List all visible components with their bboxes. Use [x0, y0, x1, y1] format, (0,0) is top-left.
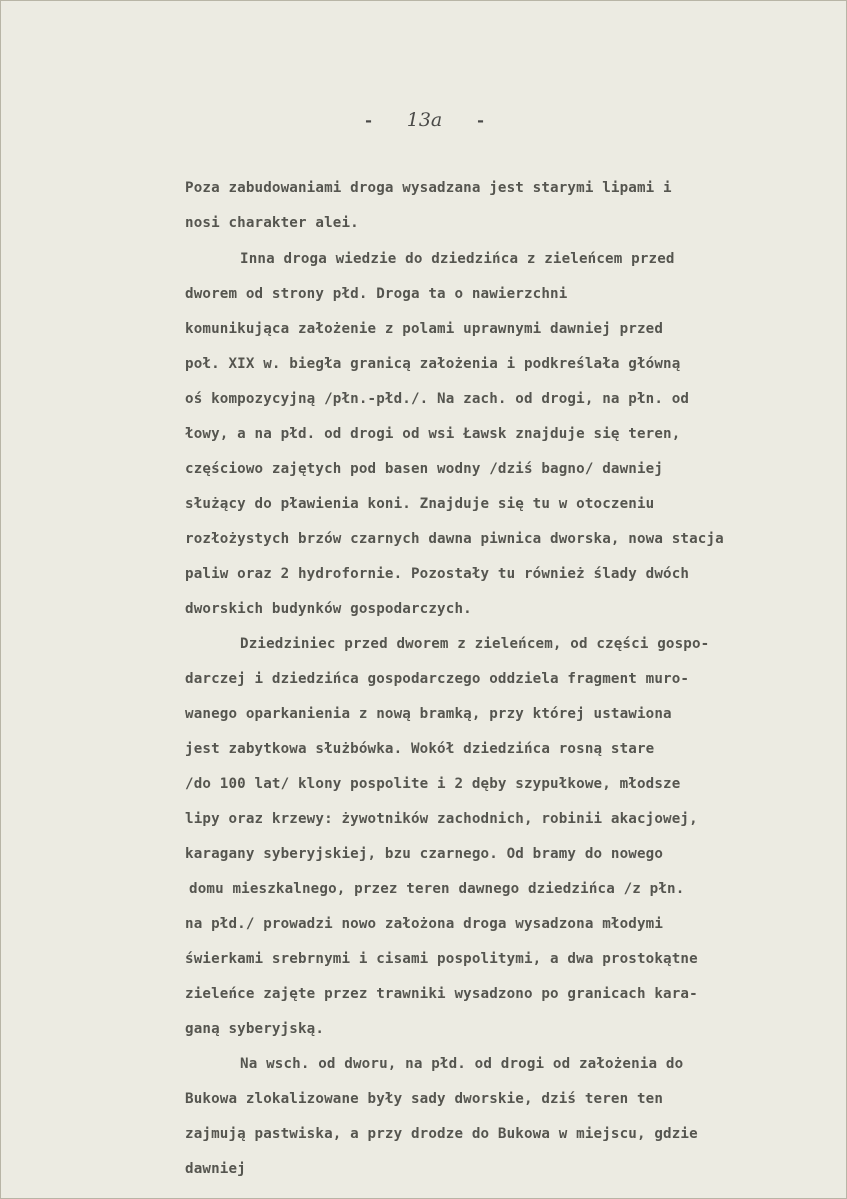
text-line: na płd./ prowadzi nowo założona droga wysadzona młodymi [185, 916, 664, 932]
text-line: Na wsch. od dworu, na płd. od drogi od założenia do [240, 1056, 684, 1072]
text-line: /do 100 lat/ klony pospolite i 2 dęby szypułkowe, młodsze [185, 776, 681, 792]
text-line: darczej i dziedzińca gospodarczego oddziela fragment muro- [185, 671, 690, 687]
page-number: 13a [406, 109, 443, 131]
text-line: zieleńce zajęte przez trawniki wysadzono po granicach kara- [185, 986, 698, 1002]
text-line: dworem od strony płd. Droga ta o nawierzchni [185, 286, 568, 302]
page-number-header [1, 109, 847, 132]
text-line: wanego oparkanienia z nową bramką, przy której ustawiona [185, 706, 672, 722]
text-line: domu mieszkalnego, przez teren dawnego dziedzińca /z płn. [189, 881, 685, 897]
text-line: poł. XIX w. biegła granicą założenia i podkreślała główną [185, 356, 681, 372]
text-line: służący do pławienia koni. Znajduje się tu w otoczeniu [185, 496, 655, 512]
text-line: łowy, a na płd. od drogi od wsi Ławsk znajduje się teren, [185, 426, 681, 442]
text-line: świerkami srebrnymi i cisami pospolitymi, a dwa prostokątne [185, 951, 698, 967]
text-line: nosi charakter alei. [185, 215, 359, 231]
text-line: zajmują pastwiska, a przy drodze do Bukowa w miejscu, gdzie [185, 1126, 698, 1142]
text-line: częściowo zajętych pod basen wodny /dziś bagno/ dawniej [185, 461, 664, 477]
text-line: Dziedziniec przed dworem z zieleńcem, od części gospo- [240, 636, 710, 652]
text-line: karagany syberyjskiej, bzu czarnego. Od bramy do nowego [185, 846, 664, 862]
text-line: Inna droga wiedzie do dziedzińca z zieleńcem przed [240, 251, 675, 267]
page-number-dash-left: - [363, 112, 374, 132]
text-line: ganą syberyjską. [185, 1021, 325, 1037]
text-line: komunikująca założenie z polami uprawnymi dawniej przed [185, 321, 664, 337]
text-line: paliw oraz 2 hydrofornie. Pozostały tu również ślady dwóch [185, 566, 690, 582]
text-line: lipy oraz krzewy: żywotników zachodnich, robinii akacjowej, [185, 811, 698, 827]
text-line: oś kompozycyjną /płn.-płd./. Na zach. od drogi, na płn. od [185, 391, 690, 407]
text-line: jest zabytkowa służbówka. Wokół dziedzińca rosną stare [185, 741, 655, 757]
text-line: Poza zabudowaniami droga wysadzana jest starymi lipami i [185, 180, 672, 196]
text-line: Bukowa zlokalizowane były sady dworskie, dziś teren ten [185, 1091, 664, 1107]
text-line: rozłożystych brzów czarnych dawna piwnica dworska, nowa stacja [185, 531, 724, 547]
text-line: dworskich budynków gospodarczych. [185, 601, 472, 617]
page-number-dash-right: - [475, 112, 486, 132]
text-line: dawniej [185, 1161, 246, 1177]
